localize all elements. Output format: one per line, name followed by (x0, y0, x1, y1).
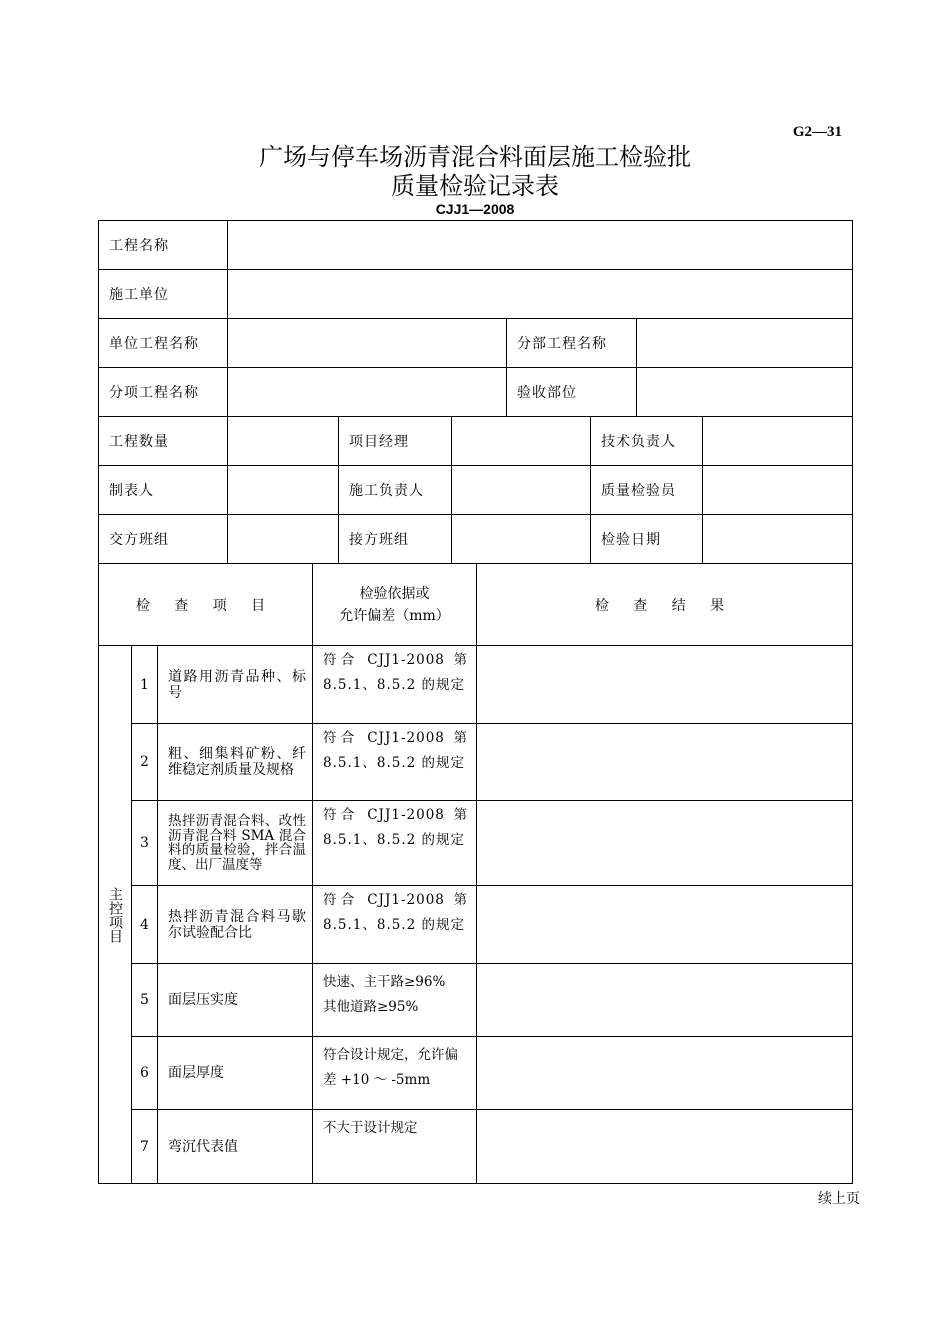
label-quality-inspector: 质量检验员 (590, 465, 702, 514)
category-main-control-text: 主控项目 (107, 886, 123, 943)
inspection-record-table (98, 220, 852, 1183)
field-tabulator[interactable] (227, 465, 338, 514)
category-main-control (98, 645, 131, 1183)
row-7-criteria: 不大于设计规定 (312, 1109, 476, 1183)
label-project-manager: 项目经理 (338, 416, 451, 465)
field-quality-inspector[interactable] (702, 465, 852, 514)
row-5-criteria-line2: 其他道路≥95% (323, 999, 419, 1015)
label-tabulator: 制表人 (98, 465, 227, 514)
row-2-criteria: 符合 CJJ1-2008 第 8.5.1、8.5.2 的规定 (312, 723, 476, 800)
row-6-item: 面层厚度 (157, 1036, 312, 1109)
row-1-result[interactable] (476, 645, 852, 723)
header-results-text: 检 查 结 果 (594, 597, 735, 614)
row-1-number: 1 (131, 645, 157, 723)
row-6-criteria: 符合设计规定，允许偏差 +10 ～ -5mm (312, 1036, 476, 1109)
page-subtitle: 质量检验记录表 (391, 172, 559, 200)
field-construction-unit[interactable] (227, 269, 852, 318)
field-receiving-team[interactable] (451, 514, 590, 563)
field-technical-lead[interactable] (702, 416, 852, 465)
row-7-item: 弯沉代表值 (157, 1109, 312, 1183)
label-project-name: 工程名称 (98, 220, 227, 269)
label-acceptance-part: 验收部位 (506, 367, 636, 416)
header-results (476, 563, 852, 645)
row-7-result[interactable] (476, 1109, 852, 1183)
field-inspection-date[interactable] (702, 514, 852, 563)
row-4-item: 热拌沥青混合料马歇尔试验配合比 (157, 885, 312, 963)
form-code: G2—31 (792, 124, 842, 140)
row-4-number: 4 (131, 885, 157, 963)
row-5-number: 5 (131, 963, 157, 1036)
label-inspection-date: 检验日期 (590, 514, 702, 563)
label-construction-lead: 施工负责人 (338, 465, 451, 514)
row-1-item: 道路用沥青品种、标号 (157, 645, 312, 723)
header-check-items-text: 检 查 项 目 (135, 597, 276, 614)
row-2-item: 粗、细集料矿粉、纤维稳定剂质量及规格 (157, 723, 312, 800)
field-unit-project-name[interactable] (227, 318, 506, 367)
label-receiving-team: 接方班组 (338, 514, 451, 563)
label-unit-project-name: 单位工程名称 (98, 318, 227, 367)
row-3-criteria: 符合 CJJ1-2008 第 8.5.1、8.5.2 的规定 (312, 800, 476, 885)
row-5-criteria-line1: 快速、主干路≥96% (323, 974, 446, 990)
row-5-result[interactable] (476, 963, 852, 1036)
row-3-result[interactable] (476, 800, 852, 885)
header-check-items (98, 563, 312, 645)
row-5-criteria (312, 963, 476, 1036)
field-handover-team[interactable] (227, 514, 338, 563)
header-basis (312, 563, 476, 645)
field-project-name[interactable] (227, 220, 852, 269)
row-6-number: 6 (131, 1036, 157, 1109)
row-2-number: 2 (131, 723, 157, 800)
header-basis-line2: 允许偏差（mm） (339, 607, 450, 624)
row-3-number: 3 (131, 800, 157, 885)
row-3-item: 热拌沥青混合料、改性沥青混合料 SMA 混合料的质量检验，拌合温度、出厂温度等 (157, 800, 312, 885)
field-acceptance-part[interactable] (636, 367, 852, 416)
label-division-project-name: 分部工程名称 (506, 318, 636, 367)
label-quantity: 工程数量 (98, 416, 227, 465)
label-handover-team: 交方班组 (98, 514, 227, 563)
row-5-item: 面层压实度 (157, 963, 312, 1036)
row-4-result[interactable] (476, 885, 852, 963)
row-2-result[interactable] (476, 723, 852, 800)
field-construction-lead[interactable] (451, 465, 590, 514)
field-quantity[interactable] (227, 416, 338, 465)
label-construction-unit: 施工单位 (98, 269, 227, 318)
header-basis-line1: 检验依据或 (359, 585, 430, 602)
row-4-criteria: 符合 CJJ1-2008 第 8.5.1、8.5.2 的规定 (312, 885, 476, 963)
page-title: 广场与停车场沥青混合料面层施工检验批 (259, 143, 691, 171)
standard-code: CJJ1—2008 (435, 201, 515, 217)
field-division-project-name[interactable] (636, 318, 852, 367)
label-subitem-project-name: 分项工程名称 (98, 367, 227, 416)
row-6-result[interactable] (476, 1036, 852, 1109)
row-1-criteria: 符合 CJJ1-2008 第 8.5.1、8.5.2 的规定 (312, 645, 476, 723)
label-technical-lead: 技术负责人 (590, 416, 702, 465)
field-subitem-project-name[interactable] (227, 367, 506, 416)
continued-note: 续上页 (818, 1191, 860, 1207)
field-project-manager[interactable] (451, 416, 590, 465)
row-7-number: 7 (131, 1109, 157, 1183)
